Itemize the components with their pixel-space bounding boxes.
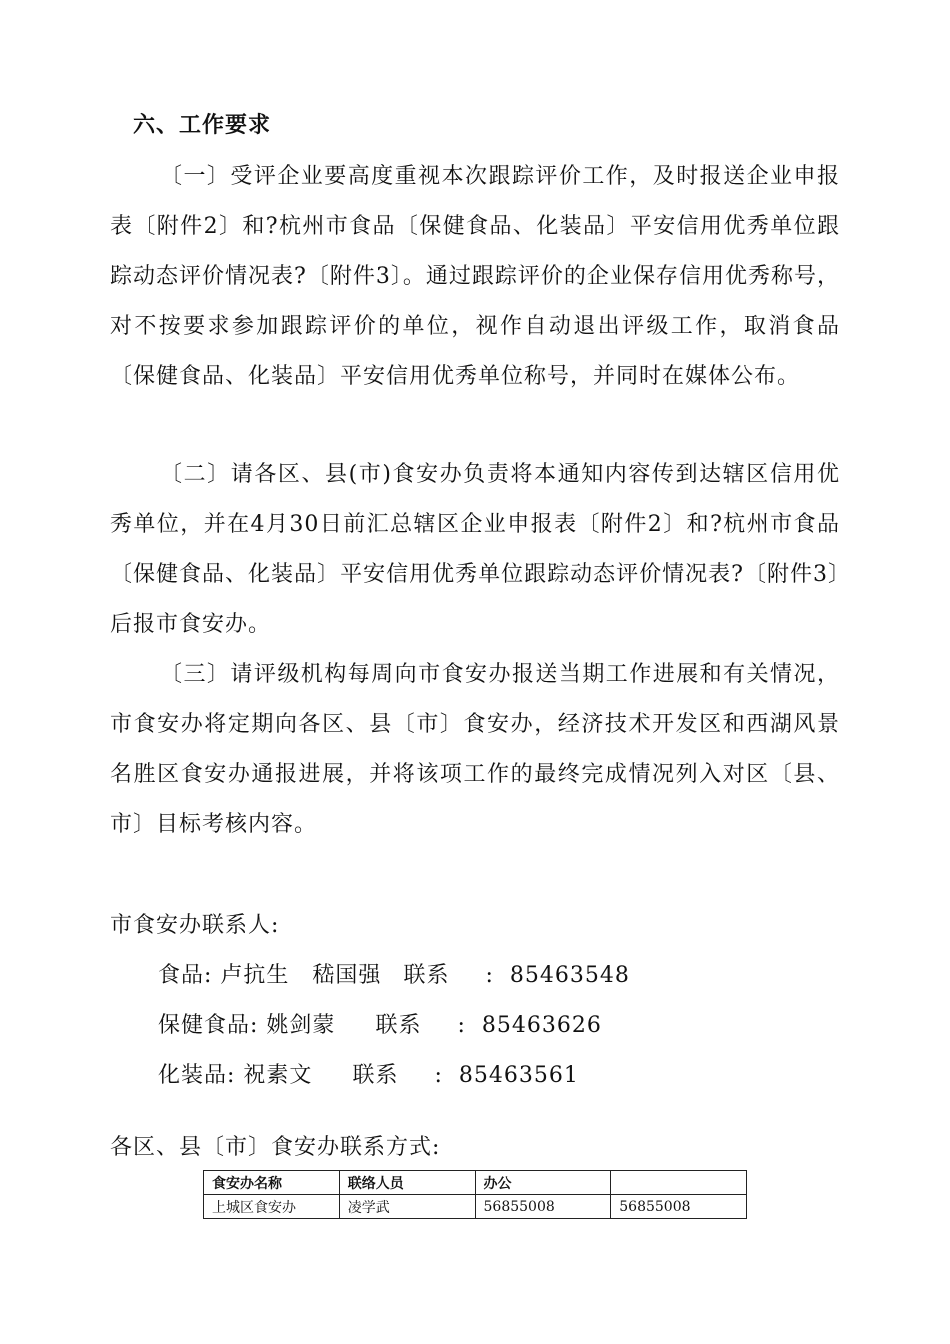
- requirement-paragraph-3: 〔三〕请评级机构每周向市食安办报送当期工作进展和有关情况，市食安办将定期向各区、县〔市〕食安办，经济技术开发区和西湖风景名胜区食安办通报进展，并将该项工作的最终完成情况列入对区〔县、市〕目标考核内容。: [110, 662, 840, 837]
- contact-phone-label: 联系: [375, 1013, 422, 1038]
- contact-names: 卢抗生 嵇国强: [220, 963, 382, 988]
- table-header-cell: 联络人员: [339, 1171, 475, 1195]
- table-header-cell: 食安办名称: [204, 1171, 340, 1195]
- contact-phone: 85463548: [509, 963, 630, 988]
- table-header-row: [204, 1171, 747, 1195]
- district-contacts-label: 各区、县〔市〕食安办联系方式:: [110, 1135, 441, 1160]
- district-contacts-table: [203, 1170, 747, 1219]
- contact-colon: :: [457, 1013, 466, 1038]
- contact-phone: 85463561: [458, 1063, 579, 1088]
- contact-phone: 85463626: [481, 1013, 602, 1038]
- table-cell: 凌学武: [339, 1195, 475, 1219]
- contact-category: 食品:: [158, 963, 213, 988]
- contact-line-food: [158, 958, 630, 989]
- contact-phone-label: 联系: [403, 963, 450, 988]
- city-contacts-label: 市食安办联系人:: [110, 913, 280, 938]
- table-row: [204, 1195, 747, 1219]
- table-cell: 56855008: [475, 1195, 611, 1219]
- contact-category: 保健食品:: [158, 1013, 259, 1038]
- contact-colon: :: [434, 1063, 443, 1088]
- table-cell: 上城区食安办: [204, 1195, 340, 1219]
- contact-colon: :: [485, 963, 494, 988]
- section-heading: 六、工作要求: [133, 113, 272, 138]
- requirement-paragraph-2: 〔二〕请各区、县(市)食安办负责将本通知内容传到达辖区信用优秀单位，并在4月30日前汇总辖区企业申报表〔附件2〕和?杭州市食品〔保健食品、化装品〕平安信用优秀单位跟踪动态评价情况表?〔附件3〕后报市食安办。: [110, 462, 840, 637]
- contact-phone-label: 联系: [352, 1063, 399, 1088]
- table-header-cell: [611, 1171, 747, 1195]
- requirement-paragraph-1: 〔一〕受评企业要高度重视本次跟踪评价工作，及时报送企业申报表〔附件2〕和?杭州市食品〔保健食品、化装品〕平安信用优秀单位跟踪动态评价情况表?〔附件3〕。通过跟踪评价的企业保存信用优秀称号，对不按要求参加跟踪评价的单位，视作自动退出评级工作，取消食品〔保健食品、化装品〕平安信用优秀单位称号，并同时在媒体公布。: [110, 164, 840, 389]
- contact-names: 姚剑蒙: [266, 1013, 336, 1038]
- contact-line-cosmetics: [158, 1058, 579, 1089]
- contact-line-health-food: [158, 1008, 602, 1039]
- table-cell: 56855008: [611, 1195, 747, 1219]
- contact-category: 化装品:: [158, 1063, 236, 1088]
- contact-names: 祝素文: [243, 1063, 313, 1088]
- table-header-cell: 办公: [475, 1171, 611, 1195]
